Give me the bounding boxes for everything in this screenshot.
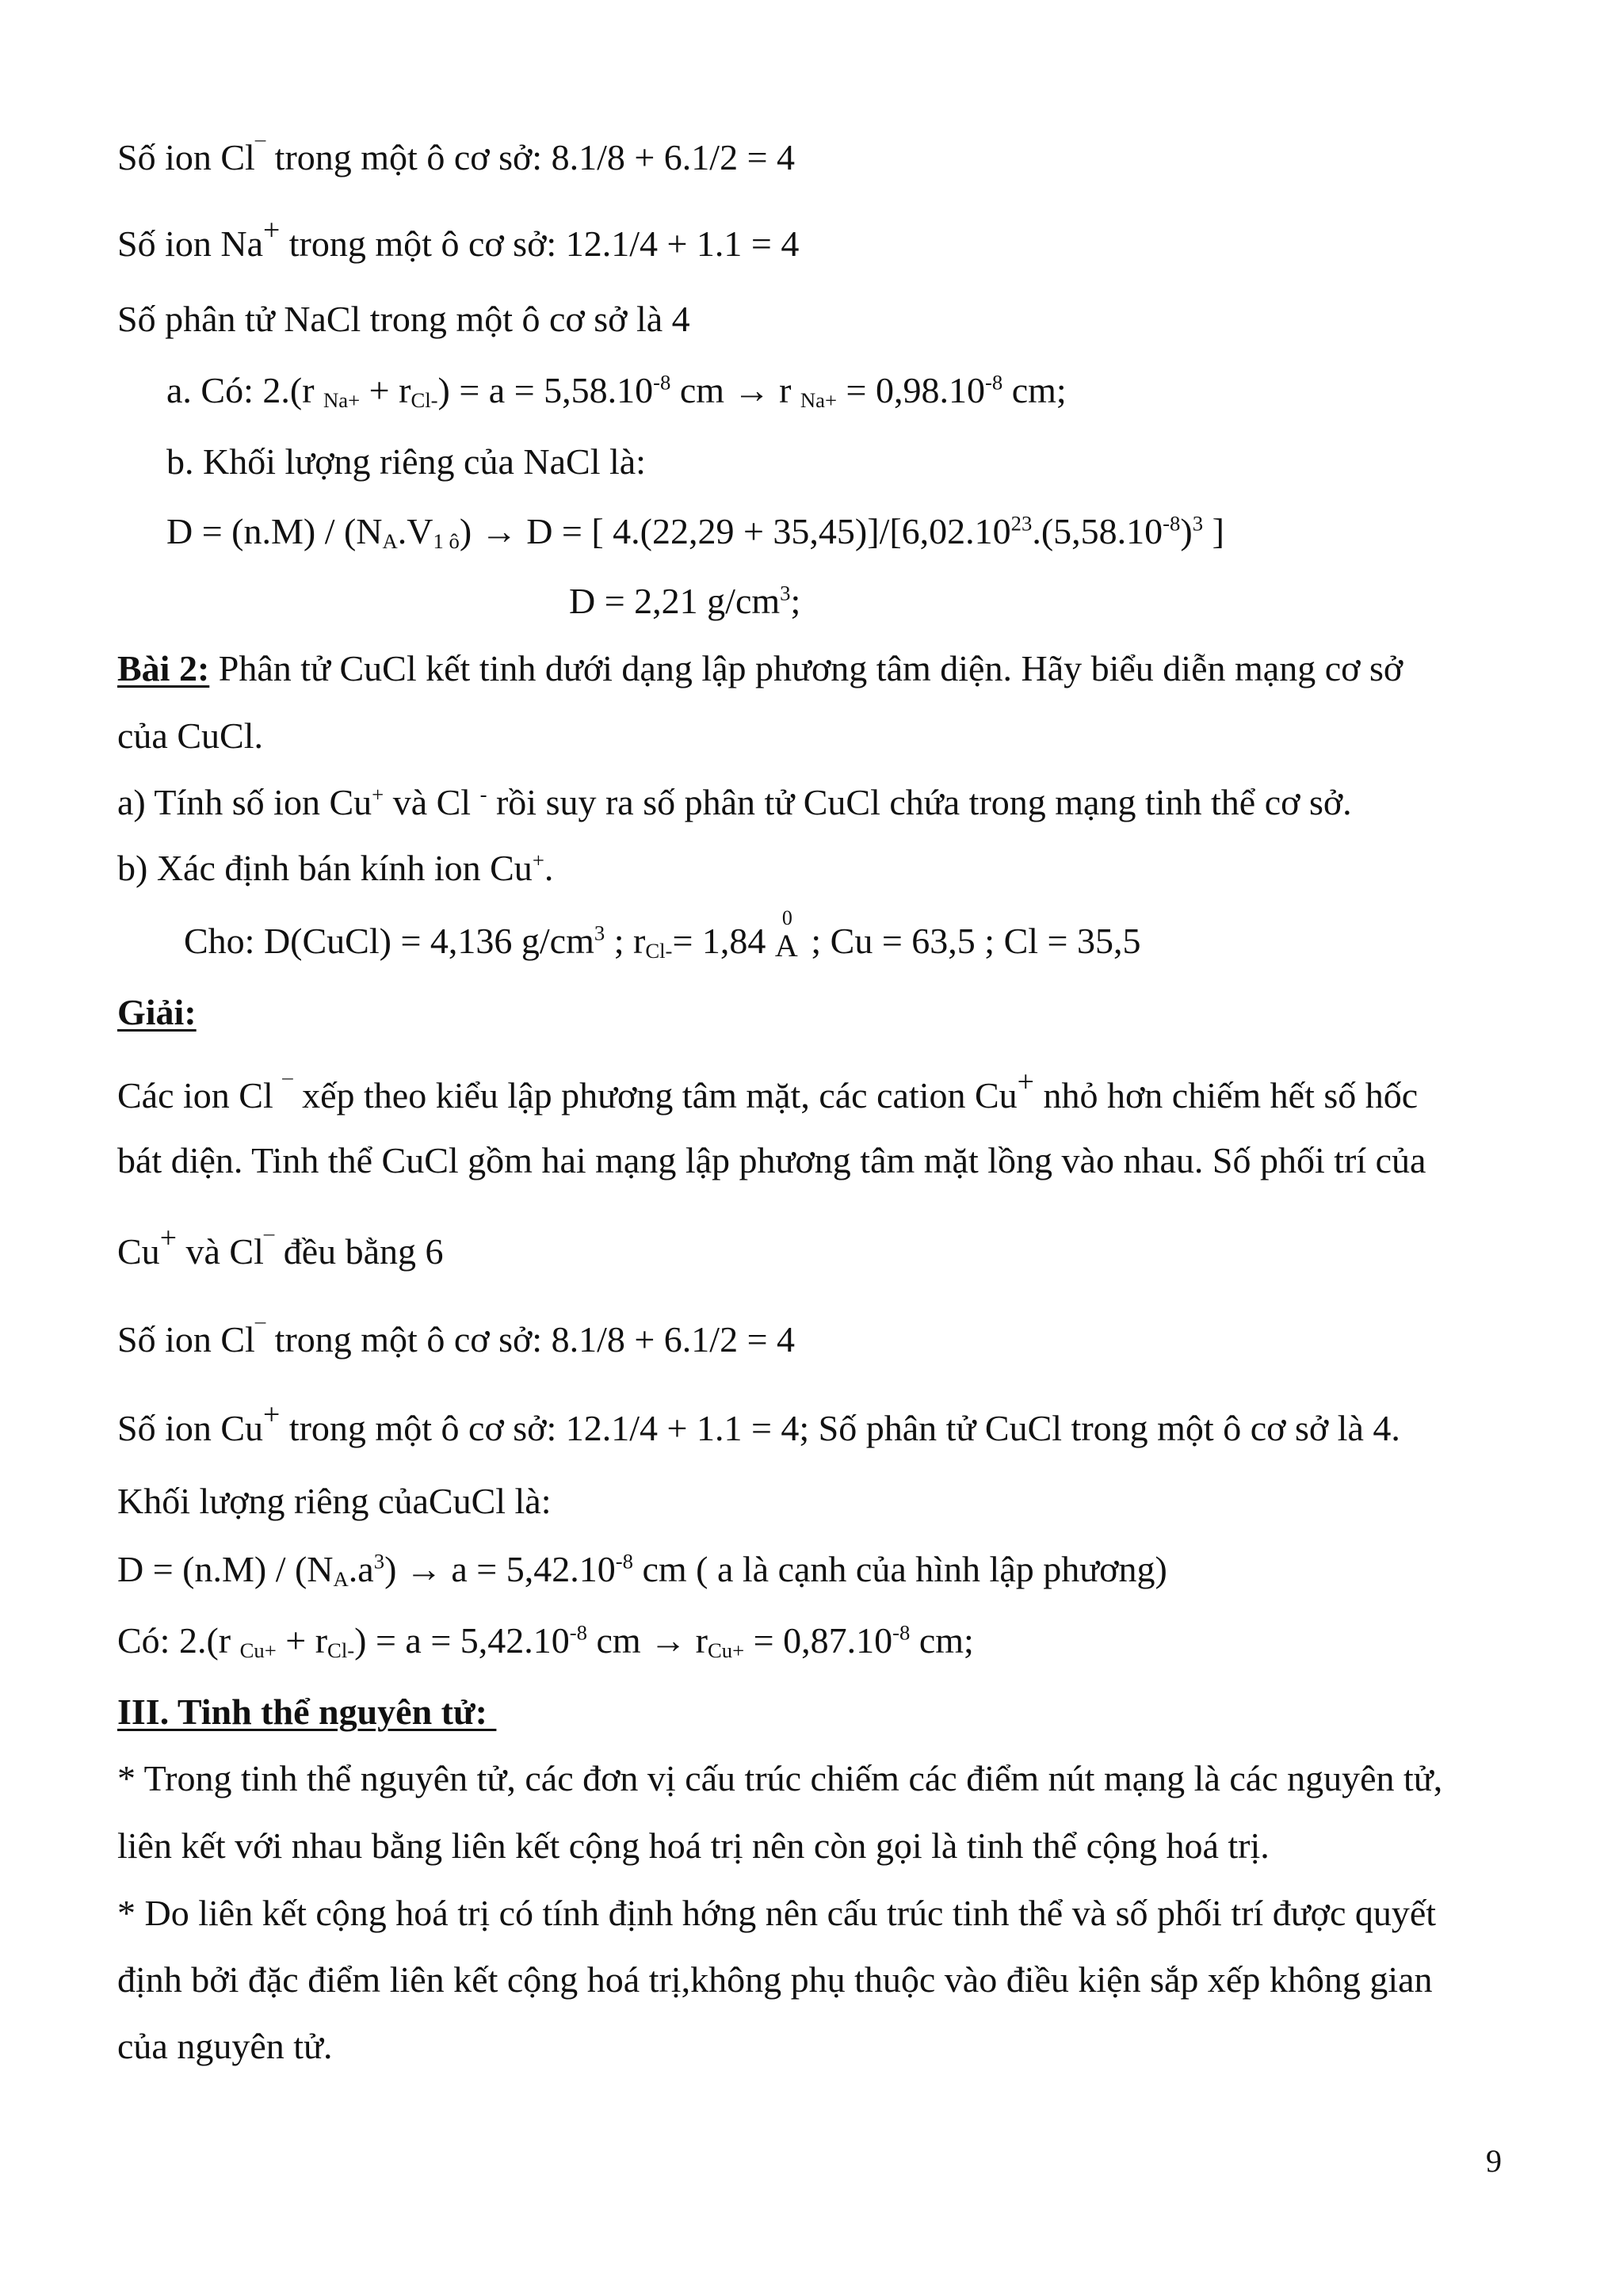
- text-line: của nguyên tử.: [117, 2026, 333, 2066]
- text-line: của CuCl.: [117, 715, 263, 756]
- text-line: Số phân tử NaCl trong một ô cơ sở là 4: [117, 299, 690, 339]
- text-line: * Do liên kết cộng hoá trị có tính định hớng nên cấu trúc tinh thể và số phối trí được quyết: [117, 1893, 1437, 1933]
- section-heading: III. Tinh thể nguyên tử:: [117, 1691, 497, 1732]
- text-line: Số ion Cu+ trong một ô cơ sở: 12.1/4 + 1.1 = 4; Số phân tử CuCl trong một ô cơ sở là 4.: [117, 1398, 1400, 1448]
- formula-line: a. Có: 2.(r $_{Na+} + r_{Cl-}) = a = 5,58.10^{-8}$ cm → r $_{Na+} = 0,98.10^{-8}$ cm;: [166, 370, 1067, 412]
- text-line: Cu+ và Cl¯ đều bằng 6: [117, 1221, 444, 1272]
- text-line: * Trong tinh thể nguyên tử, các đơn vị cấu trúc chiếm các điểm nút mạng là các nguyên tử,: [117, 1758, 1443, 1798]
- exercise-heading: Bài 2: Phân tử CuCl kết tinh dưới dạng lập phương tâm diện. Hãy biểu diễn mạng cơ sở: [117, 648, 1403, 688]
- page-number: 9: [1486, 2143, 1502, 2179]
- text-line: bát diện. Tinh thể CuCl gồm hai mạng lập phương tâm mặt lồng vào nhau. Số phối trí của: [117, 1140, 1426, 1180]
- solution-heading: Giải:: [117, 992, 197, 1032]
- exercise-label: Bài 2:: [117, 648, 210, 688]
- text-line: Số ion Cl¯ trong một ô cơ sở: 8.1/8 + 6.1/2 = 4: [117, 137, 796, 177]
- text-line: b. Khối lượng riêng của NaCl là:: [166, 441, 646, 482]
- formula-line: D = 2,21 $g/cm^3$;: [569, 581, 801, 621]
- formula-line: Có: 2.(r $_{Cu+} + r_{Cl-}) = a = 5,42.10^{-8}$ cm → $r_{Cu+} = 0,87.10^{-8}$ cm;: [117, 1620, 974, 1662]
- text-line: định bởi đặc điểm liên kết cộng hoá trị,không phụ thuộc vào điều kiện sắp xếp không gian: [117, 1959, 1433, 2000]
- formula-line: $D = (n.M) / (N_A.V_{1 ô}) \to D$ = [ $4.(22,29 + 35,45)]/[6,02.10^{23}.(5,58.10^{-8})^3$ ]: [166, 511, 1224, 553]
- text-line: Các ion Cl ¯ xếp theo kiểu lập phương tâm mặt, các cation Cu+ nhỏ hơn chiếm hết số hốc: [117, 1065, 1419, 1116]
- text-line: Số ion Cl¯ trong một ô cơ sở: 8.1/8 + 6.1/2 = 4: [117, 1319, 796, 1360]
- text-line: liên kết với nhau bằng liên kết cộng hoá trị nên còn gọi là tinh thể cộng hoá trị.: [117, 1825, 1270, 1866]
- angstrom-symbol: 0 A: [774, 906, 798, 963]
- text-line: Số ion Na+ trong một ô cơ sở: 12.1/4 + 1.1 = 4: [117, 213, 800, 264]
- text-line: a) Tính số ion Cu+ và Cl - rồi suy ra số phân tử CuCl chứa trong mạng tinh thể cơ sở.: [117, 782, 1352, 822]
- text-line: b) Xác định bán kính ion Cu+.: [117, 848, 554, 888]
- text-line: Khối lượng riêng củaCuCl là:: [117, 1481, 552, 1521]
- formula-line: $D = (n.M) / (N_A.a^3) \to a = 5,42.10^{-8}$ cm ( a là cạnh của hình lập phương): [117, 1549, 1167, 1591]
- given-data-line: Cho: D(CuCl) = 4,136 $g/cm^3$ ; $r_{Cl-}= 1,84$ 0 A ; Cu = 63,5 ; Cl = 35,5: [184, 906, 1141, 963]
